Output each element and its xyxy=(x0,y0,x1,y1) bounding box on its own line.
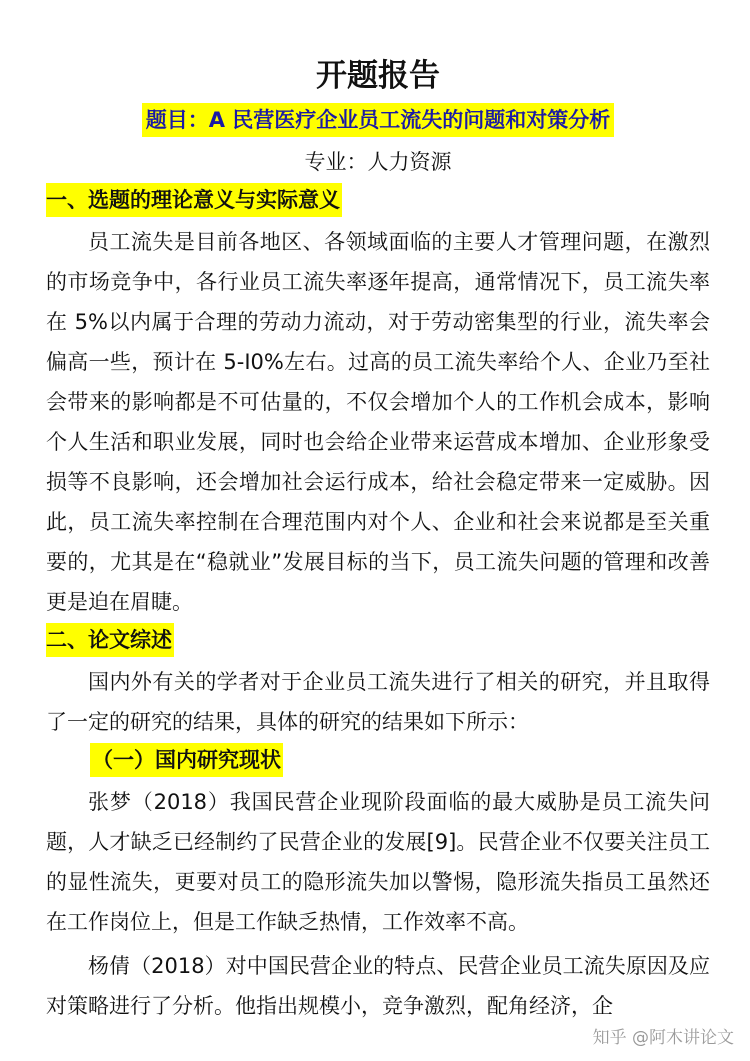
review-intro-paragraph: 国内外有关的学者对于企业员工流失进行了相关的研究，并且取得了一定的研究的结果，具体的研究的结果如下所示： xyxy=(46,670,710,734)
section-heading-review xyxy=(46,622,710,662)
watermark: 知乎 @阿木讲论文 xyxy=(592,1028,734,1048)
domestic-research-paragraph-2: 杨倩（2018）对中国民营企业的特点、民营企业员工流失原因及应对策略进行了分析。他指出规模小，竞争激烈，配角经济，企 xyxy=(46,954,710,1018)
section-heading-significance xyxy=(46,182,710,222)
section-heading-significance-text: 一、选题的理论意义与实际意义 xyxy=(46,183,342,217)
section-heading-review-text: 二、论文综述 xyxy=(46,623,174,657)
significance-paragraph: 员工流失是目前各地区、各领域面临的主要人才管理问题，在激烈的市场竞争中，各行业员工流失率逐年提高，通常情况下，员工流失率在 5%以内属于合理的劳动力流动，对于劳动密集型的行业，流失率会偏高一些，预计在 5-I0%左右。过高的员工流失率给个人、企业乃至社会带来的影响都是不可估量的，不仅会增加个人的工作机会成本，影响个人生活和职业发展，同时也会给企业带来运营成本增加、企业形象受损等不良影响，还会增加社会运行成本，给社会稳定带来一定威胁。因此，员工流失率控制在合理范围内对个人、企业和社会来说都是至关重要的，尤其是在“稳就业”发展目标的当下，员工流失问题的管理和改善更是迫在眉睫。 xyxy=(46,230,710,614)
document-page xyxy=(46,50,710,1026)
subsection-heading-domestic-text: （一）国内研究现状 xyxy=(90,743,283,777)
subtitle-row xyxy=(46,102,710,142)
major-label: 专业：人力资源 xyxy=(304,150,452,174)
domestic-research-paragraph-1: 张梦（2018）我国民营企业现阶段面临的最大威胁是员工流失问题，人才缺乏已经制约了民营企业的发展[9]。民营企业不仅要关注员工的显性流失，更要对员工的隐形流失加以警惕，隐形流失指员工虽然还在工作岗位上，但是工作缺乏热情，工作效率不高。 xyxy=(46,790,710,934)
page-title: 开题报告 xyxy=(316,58,440,94)
thesis-topic: 题目：A 民营医疗企业员工流失的问题和对策分析 xyxy=(142,103,615,137)
subsection-heading-domestic xyxy=(46,742,710,782)
